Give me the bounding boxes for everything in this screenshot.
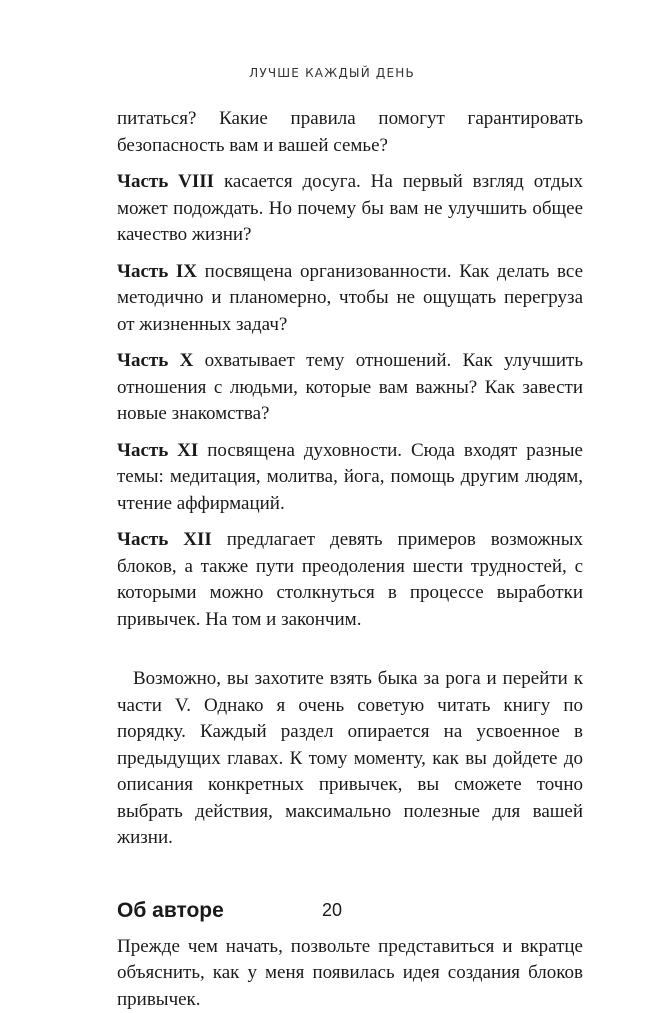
page-number: 20 bbox=[0, 900, 664, 921]
part-text: предлагает девять примеров возможных блоков, а также пути преодоления шести трудностей, с которыми можно столкнуться в процессе выработки привычек. На том и закончим. bbox=[117, 529, 583, 630]
part-label: Часть VIII bbox=[117, 171, 214, 192]
part-label: Часть XII bbox=[117, 529, 212, 550]
section-paragraph: Прежде чем начать, позвольте представиться и вкратце объяснить, как у меня появилась идея создания блоков привычек. bbox=[117, 934, 583, 1013]
advice-paragraph: Возможно, вы захотите взять быка за рога и перейти к части V. Однако я очень советую читать книгу по порядку. Каждый раздел опирается на усвоенное в предыдущих главах. К тому моменту, как вы дойдете до описания конкретных привычек, вы сможете точно выбрать действия, максимально полезные для вашей жизни. bbox=[117, 666, 583, 852]
section-heading: Об авторе bbox=[117, 898, 583, 924]
part-paragraph-viii bbox=[117, 169, 583, 249]
body-text bbox=[117, 106, 583, 1013]
part-paragraph-ix bbox=[117, 259, 583, 339]
running-head: ЛУЧШЕ КАЖДЫЙ ДЕНЬ bbox=[0, 66, 664, 80]
part-label: Часть XI bbox=[117, 440, 198, 461]
part-text: посвящена организованности. Как делать все методично и планомерно, чтобы не ощущать перегруза от жизненных задач? bbox=[117, 261, 583, 335]
part-paragraph-xi bbox=[117, 438, 583, 518]
intro-continuation: питаться? Какие правила помогут гарантировать безопасность вам и вашей семье? bbox=[117, 106, 583, 159]
part-text: посвящена духовности. Сюда входят разные темы: медитация, молитва, йога, помощь другим людям, чтение аффирмаций. bbox=[117, 440, 583, 514]
part-text: касается досуга. На первый взгляд отдых может подождать. Но почему бы вам не улучшить общее качество жизни? bbox=[117, 171, 583, 245]
part-text: охватывает тему отношений. Как улучшить отношения с людьми, которые вам важны? Как завести новые знакомства? bbox=[117, 350, 583, 424]
part-label: Часть IX bbox=[117, 261, 197, 282]
part-paragraph-xii bbox=[117, 527, 583, 633]
part-paragraph-x bbox=[117, 348, 583, 428]
part-label: Часть X bbox=[117, 350, 193, 371]
